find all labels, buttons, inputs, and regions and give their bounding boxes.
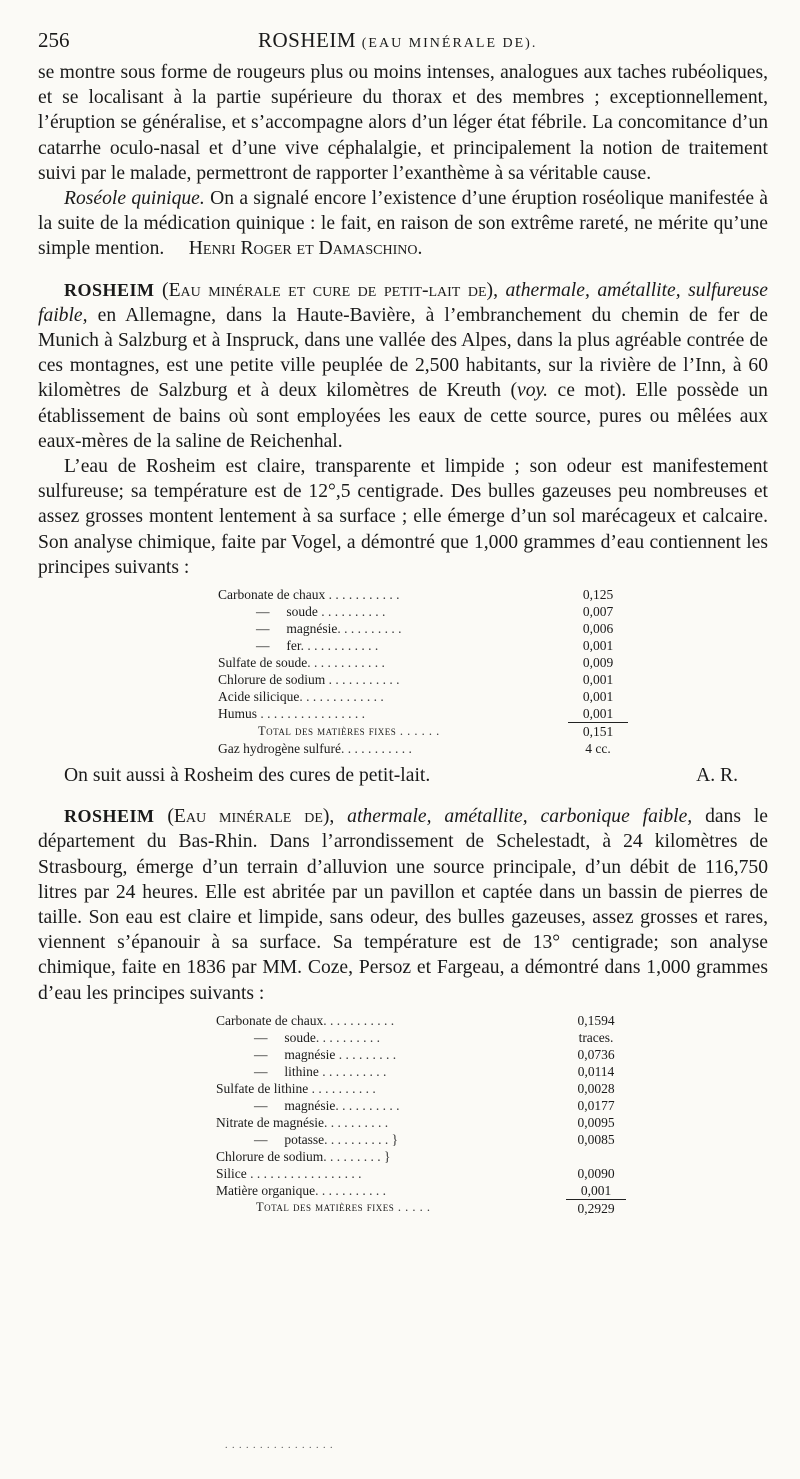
- roseole-text: On a signalé encore l’existence d’une éruption roséolique manifestée à la suite de la médication quinique : le fait, en raison de son extrême rareté, ne mérite qu’une simple mention.: [38, 188, 769, 260]
- table-row: [218, 603, 628, 620]
- compound-name: Chlorure de sodium: [218, 672, 326, 688]
- entry-text-2: ce mot). Elle possède un établissement de bains où sont employées les eaux de cette source, pures ou mêlées aux eaux-mères de la saline de Reichenhal.: [38, 380, 768, 452]
- compound-value: 0,0177: [577, 1097, 615, 1113]
- table-row: [218, 654, 628, 671]
- compound-name: — magnésie: [254, 1046, 336, 1062]
- compound-name: — soude: [254, 1029, 316, 1045]
- whey-cure-text: On suit aussi à Rosheim des cures de petit-lait.: [64, 765, 431, 787]
- leader-dots: . . . . . . . . . .: [315, 1029, 380, 1045]
- compound-value: 0,001: [582, 672, 614, 688]
- table-row: [216, 1063, 626, 1080]
- leader-dots: . . . . . . . . . .: [318, 1063, 387, 1079]
- leader-dots: . . . . . . . . . . .: [323, 1012, 395, 1028]
- table-row: [216, 1029, 626, 1046]
- leader-dots: . . . . . . . . . . .: [325, 672, 400, 688]
- leader-dots: . . . . . . . . . . . .: [300, 638, 379, 654]
- table-row: [216, 1097, 626, 1114]
- table-row: [218, 688, 628, 705]
- compound-value: 0,0114: [577, 1063, 615, 1079]
- compound-name: Acide silicique: [218, 689, 300, 705]
- running-title-sub: (EAU MINÉRALE DE).: [361, 36, 538, 51]
- paragraph-continuation: se montre sous forme de rougeurs plus ou moins intenses, analogues aux taches rubéoliques, et se localisant à la partie supérieure du thorax et des membres ; exceptionnellement, l’éruption se généralise, et s’accompagne alors d’un léger état fébrile. La concomitance d’un catarrhe oculo-nasal et d’une vive céphalalgie, et principalement la notion de traitement suivi par le malade, permettront de rapporter l’exanthème à sa véritable cause.: [38, 62, 768, 184]
- entry2-headword: ROSHEIM: [64, 806, 155, 827]
- leader-dots: . . . . . . . . . . }: [324, 1131, 399, 1147]
- entry-text: en Allemagne, dans la Haute-Bavière, à l’embranchement du chemin de fer de Munich à Salzburg et à Inspruck, dans une vallée des Alpes, dans la plus agréable contrée de ces montagnes, est une petite ville peuplée de 2,500 habitants, sur la rivière de l’Inn, à 60 kilomètres de Salzburg et à deux kilomètres de Kreuth (: [38, 304, 768, 402]
- gas-dots: . . . . . . . . . . .: [340, 741, 412, 757]
- compound-name: Sulfate de soude: [218, 655, 308, 671]
- table-row: [216, 1165, 626, 1182]
- whey-cure-signature: A. R.: [696, 765, 738, 787]
- total-dots: . . . . . .: [396, 723, 440, 738]
- total-label: Total des matières fixes: [258, 723, 397, 738]
- compound-name: Silice: [216, 1165, 247, 1181]
- compound-value: 0,0090: [577, 1165, 615, 1181]
- running-title: [258, 28, 537, 53]
- table-row: [216, 1148, 626, 1165]
- leader-dots: . . . . . . . . . . .: [315, 1182, 386, 1198]
- compound-name: — fer: [256, 638, 301, 654]
- table-row: [216, 1012, 626, 1029]
- compound-name: — lithine: [254, 1063, 319, 1079]
- compound-name: — magnésie: [256, 621, 338, 637]
- leader-dots: . . . . . . . . . . . . . . . . .: [246, 1165, 362, 1181]
- total2-dots: . . . . .: [394, 1200, 431, 1215]
- voy-ref: voy.: [517, 380, 549, 402]
- compound-name: — soude: [256, 604, 318, 620]
- entry2-qualifiers: athermale, amétallite, carbonique faible,: [334, 806, 693, 828]
- table-total-row: [218, 723, 628, 741]
- total2-value: 0,2929: [566, 1199, 626, 1217]
- compound-value: 0,007: [582, 604, 614, 620]
- table-row: [218, 586, 628, 603]
- leader-dots: . . . . . . . . . .: [317, 604, 386, 620]
- compound-name: — potasse: [254, 1131, 325, 1147]
- leader-dots: . . . . . . . . . .: [335, 1097, 400, 1113]
- leader-dots: . . . . . . . . . .: [337, 621, 402, 637]
- footer-dots: . . . . . . . . . . . . . . . .: [225, 1440, 334, 1451]
- entry-headword: ROSHEIM: [64, 279, 155, 300]
- paragraph-roseole-quinique: [38, 186, 768, 262]
- entry-qualifiers: athermale, amétallite, sulfureuse faible,: [38, 279, 768, 326]
- leader-dots: . . . . . . . . . }: [323, 1148, 391, 1164]
- table-row: [216, 1114, 626, 1131]
- total2-label: Total des matières fixes: [256, 1200, 395, 1215]
- gas-value: 4 cc.: [585, 741, 611, 757]
- table-row: [218, 705, 628, 723]
- leader-dots: . . . . . . . . . . . . .: [299, 689, 384, 705]
- entry-rosheim-bavaria-analysis-intro: L’eau de Rosheim est claire, transparente et limpide ; son odeur est manifestement sulfureuse; sa température est de 12°,5 centigrade. Des bulles gazeuses peu nombreuses et assez grosses montent lentement à sa surface ; elle émerge d’un sol marécageux et calcaire. Son analyse chimique, faite par Vogel, a démontré que 1,000 grammes d’eau contiennent les principes suivants :: [38, 456, 768, 578]
- compound-name: Chlorure de sodium: [216, 1148, 324, 1164]
- compound-value: 0,001: [582, 689, 614, 705]
- table-row: [218, 620, 628, 637]
- compound-value: 0,0085: [577, 1131, 615, 1147]
- compound-value: 0,0028: [577, 1080, 615, 1096]
- compound-name: — magnésie: [254, 1097, 336, 1113]
- whey-cure-line: [38, 763, 768, 788]
- leader-dots: . . . . . . . . . . . . . . . .: [257, 706, 366, 722]
- compound-name: Carbonate de chaux: [218, 587, 326, 603]
- entry-headword-paren: (Eau minérale et cure de petit-lait de),: [162, 279, 498, 301]
- compound-value: traces.: [578, 1029, 614, 1045]
- compound-value: 0,001: [582, 638, 614, 654]
- running-title-main: ROSHEIM: [258, 28, 357, 52]
- gas-row: [218, 740, 628, 757]
- compound-value: 0,0095: [577, 1114, 615, 1130]
- table-row: [216, 1182, 626, 1200]
- leader-dots: . . . . . . . . . .: [308, 1080, 376, 1096]
- compound-value: 0,1594: [577, 1012, 615, 1028]
- entry-rosheim-bavaria: [38, 278, 768, 454]
- compound-value: 0,0736: [577, 1046, 615, 1062]
- page-number: 256: [38, 28, 70, 52]
- roseole-term: Roséole quinique.: [64, 188, 205, 210]
- page: [38, 28, 768, 1223]
- table-row: [218, 637, 628, 654]
- table-row: [216, 1131, 626, 1148]
- entry2-text: dans le département du Bas-Rhin. Dans l’arrondissement de Schelestadt, à 24 kilomètres de Strasbourg, émerge d’un terrain d’alluvion une source principale, d’un débit de 116,750 litres par 24 heures. Elle est abritée par un pavillon et captée dans un bassin de pierres de taille. Son eau est claire et limpide, sans odeur, des bulles gazeuses, assez grosses et rares, viennent s’épanouir à sa surface. Sa température est de 13° centigrade; son analyse chimique, faite en 1836 par MM. Coze, Persoz et Fargeau, a démontré dans 1,000 grammes d’eau les principes suivants :: [38, 806, 769, 1004]
- compound-value: 0,001: [582, 706, 614, 722]
- compound-name: Matière organique: [216, 1182, 316, 1198]
- leader-dots: . . . . . . . . .: [335, 1046, 397, 1062]
- entry-rosheim-bas-rhin: [38, 804, 768, 1006]
- compound-name: Nitrate de magnésie: [216, 1114, 324, 1130]
- entry2-headword-paren: (Eau minérale de),: [167, 806, 335, 828]
- compound-value: [566, 1148, 626, 1165]
- table-row: [216, 1080, 626, 1097]
- compound-value: 0,001: [580, 1182, 612, 1198]
- analysis-table-2: [216, 1012, 626, 1217]
- compound-name: Sulfate de lithine: [216, 1080, 309, 1096]
- leader-dots: . . . . . . . . . . . .: [307, 655, 385, 671]
- compound-name: Humus: [218, 706, 258, 722]
- compound-value: 0,125: [582, 587, 614, 603]
- compound-name: Carbonate de chaux: [216, 1012, 324, 1028]
- leader-dots: . . . . . . . . . .: [323, 1114, 389, 1130]
- gas-label: Gaz hydrogène sulfuré: [218, 741, 341, 757]
- running-head: [38, 28, 768, 60]
- compound-value: 0,006: [582, 621, 614, 637]
- analysis-table-1: [218, 586, 628, 757]
- table-row: [216, 1046, 626, 1063]
- compound-value: 0,009: [582, 655, 614, 671]
- table-row: [218, 671, 628, 688]
- table2-total-row: [216, 1199, 626, 1217]
- total-value: 0,151: [568, 723, 628, 741]
- authors-signature: Henri Roger et Damaschino.: [188, 238, 423, 260]
- leader-dots: . . . . . . . . . . .: [325, 587, 400, 603]
